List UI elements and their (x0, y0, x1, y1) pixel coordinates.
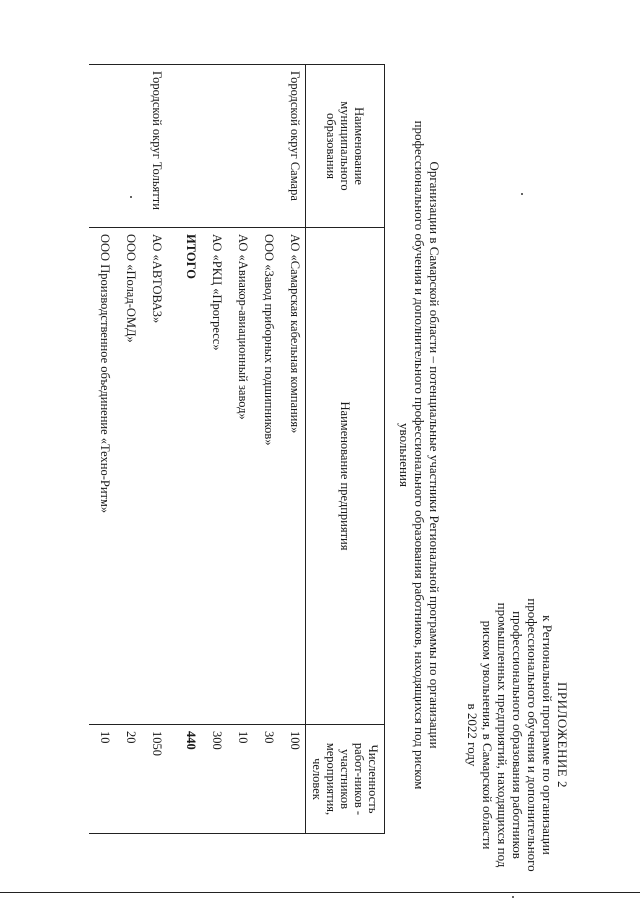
table-row (201, 65, 227, 834)
enterprise-cell: АО «Авиакор-авиационный завод» (227, 228, 253, 725)
header-municipality: Наименование муниципального образования (306, 65, 385, 228)
enterprise-cell: ООО Производственное объединение «Техно-Ритм» (89, 228, 115, 725)
municipality-cell: Городской округ Самара (279, 65, 306, 228)
table-header-row (306, 65, 385, 834)
enterprise-cell: ООО «Завод приборных подшипников» (253, 228, 279, 725)
table-row (89, 65, 115, 834)
count-cell: 1050 (141, 725, 167, 834)
enterprise-cell: АО «АВТОВАЗ» (141, 228, 167, 725)
total-row (175, 65, 201, 834)
count-cell: 20 (115, 725, 141, 834)
appendix-line: профессионального образования работников (510, 611, 525, 859)
total-value: 440 (175, 725, 201, 834)
document-title (397, 40, 442, 870)
table-row (141, 65, 167, 834)
appendix-line: в 2022 году (465, 703, 480, 767)
document-title-line: увольнения (397, 423, 412, 487)
table-row (115, 65, 141, 834)
enterprise-cell: ООО «Полад-ОМД» (115, 228, 141, 725)
count-cell: 30 (253, 725, 279, 834)
appendix-block (465, 580, 570, 890)
appendix-line: промышленных предприятий, находящихся под (495, 602, 510, 868)
enterprise-cell: АО «РКЦ «Прогресс» (201, 228, 227, 725)
header-enterprise: Наименование предприятия (306, 228, 385, 725)
enterprise-cell: АО «Самарская кабельная компания» (279, 228, 306, 725)
appendix-line: к Региональной программе по организации (540, 615, 555, 855)
count-cell: 10 (227, 725, 253, 834)
appendix-title: ПРИЛОЖЕНИЕ 2 (555, 682, 570, 788)
document-title-line: Организации в Самарской области – потенциальные участники Региональной программы по организации (427, 161, 442, 749)
appendix-line: риском увольнения, в Самарской области (480, 620, 495, 850)
table-row (279, 65, 306, 834)
participants-table (89, 64, 385, 834)
appendix-line: профессионального обучения и дополнительного (525, 598, 540, 872)
header-count: Численность работ-ников - участников мероприятия, человек (306, 725, 385, 834)
table-row (227, 65, 253, 834)
count-cell: 100 (279, 725, 306, 834)
count-cell: 10 (89, 725, 115, 834)
document-title-line: профессионального обучения и дополнительного профессионального образования работников, находящихся под риском (412, 120, 427, 790)
count-cell: 300 (201, 725, 227, 834)
total-label: ИТОГО (175, 228, 201, 725)
table-row (253, 65, 279, 834)
municipality-cell: Городской округ Тольятти (141, 65, 167, 228)
